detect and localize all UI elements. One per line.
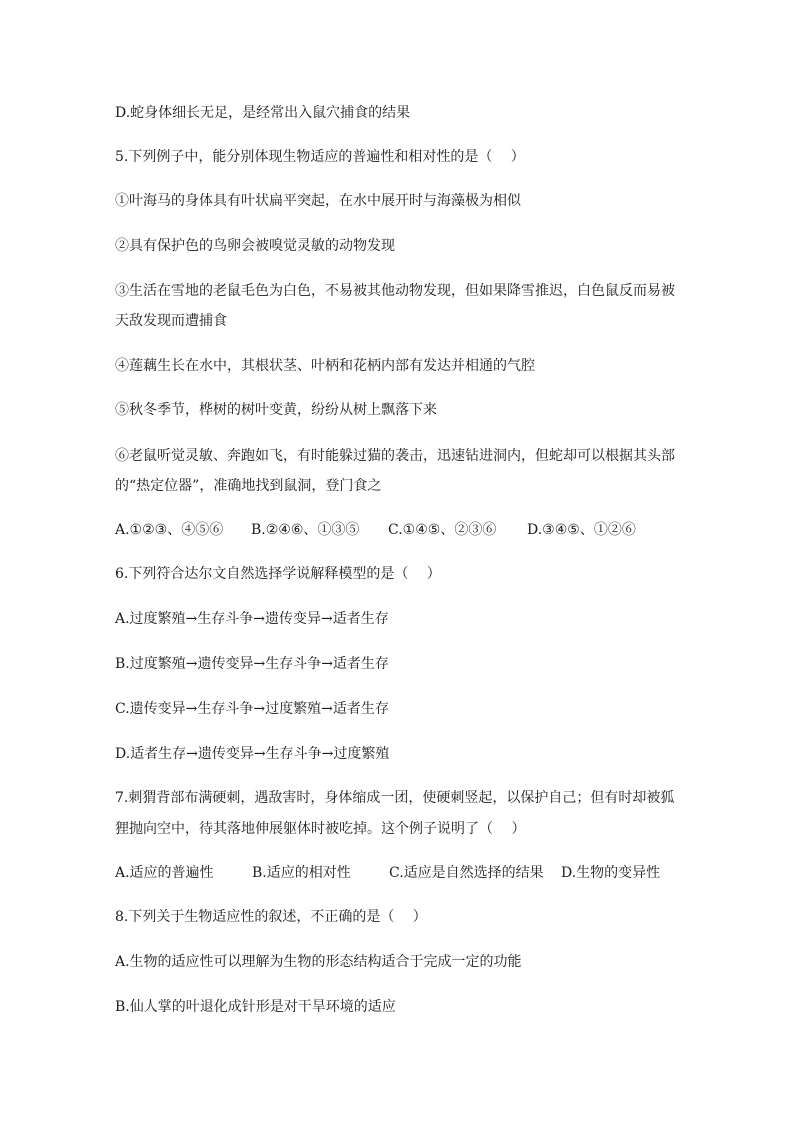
q5-item-4: ④莲藕生长在水中，其根状茎、叶柄和花柄内部有发达并相通的气腔	[115, 358, 535, 374]
q8-stem: 8.下列关于生物适应性的叙述，不正确的是（ ）	[115, 909, 427, 925]
q5-item-6-line1: ⑥老鼠听觉灵敏、奔跑如飞，有时能躲过猫的袭击，迅速钻进洞内，但蛇却可以根据其头部	[115, 448, 675, 464]
q5-item-5: ⑤秋冬季节，桦树的树叶变黄，纷纷从树上飘落下来	[115, 402, 437, 418]
q5-option-b: B.②④⑥、①③⑤	[251, 522, 360, 538]
q6-option-d: D.适者生存→遗传变异→生存斗争→过度繁殖	[115, 746, 390, 762]
q5-item-3-line2: 天敌发现而遭捕食	[115, 313, 227, 329]
q7-option-a: A.适应的普遍性	[115, 865, 214, 881]
q7-option-d: D.生物的变异性	[561, 865, 661, 881]
q4-option-d: D.蛇身体细长无足，是经常出入鼠穴捕食的结果	[115, 105, 411, 121]
q5-item-3-line1: ③生活在雪地的老鼠毛色为白色，不易被其他动物发现，但如果降雪推迟，白色鼠反而易被	[115, 283, 675, 299]
q5-option-c: C.①④⑤、②③⑥	[388, 522, 497, 538]
q6-option-a: A.过度繁殖→生存斗争→遗传变异→适者生存	[115, 611, 389, 627]
q5-item-6-line2: 的“热定位器”，准确地找到鼠洞，登门食之	[115, 478, 382, 494]
q6-stem: 6.下列符合达尔文自然选择学说解释模型的是（ ）	[115, 566, 441, 582]
q8-option-a: A.生物的适应性可以理解为生物的形态结构适合于完成一定的功能	[115, 954, 522, 970]
q7-option-c: C.适应是自然选择的结果	[389, 865, 544, 881]
q7-option-b: B.适应的相对性	[252, 865, 351, 881]
q5-option-a: A.①②③、④⑤⑥	[115, 522, 224, 538]
q6-option-b: B.过度繁殖→遗传变异→生存斗争→适者生存	[115, 656, 389, 672]
q7-stem-line1: 7.刺猬背部布满硬刺，遇敌害时，身体缩成一团，使硬刺竖起，以保护自己；但有时却被狐	[115, 790, 675, 806]
q5-item-1: ①叶海马的身体具有叶状扁平突起，在水中展开时与海藻极为相似	[115, 193, 521, 209]
q5-option-d: D.③④⑤、①②⑥	[527, 522, 636, 538]
q8-option-b: B.仙人掌的叶退化成针形是对干旱环境的适应	[115, 999, 396, 1015]
q7-options	[115, 863, 685, 883]
q5-item-2: ②具有保护色的鸟卵会被嗅觉灵敏的动物发现	[115, 238, 395, 254]
q5-options	[115, 520, 685, 540]
q6-option-c: C.遗传变异→生存斗争→过度繁殖→适者生存	[115, 701, 389, 717]
q7-stem-line2: 狸抛向空中，待其落地伸展躯体时被吃掉。这个例子说明了（ ）	[115, 821, 526, 837]
q5-stem: 5.下列例子中，能分别体现生物适应的普遍性和相对性的是（ ）	[115, 149, 525, 165]
